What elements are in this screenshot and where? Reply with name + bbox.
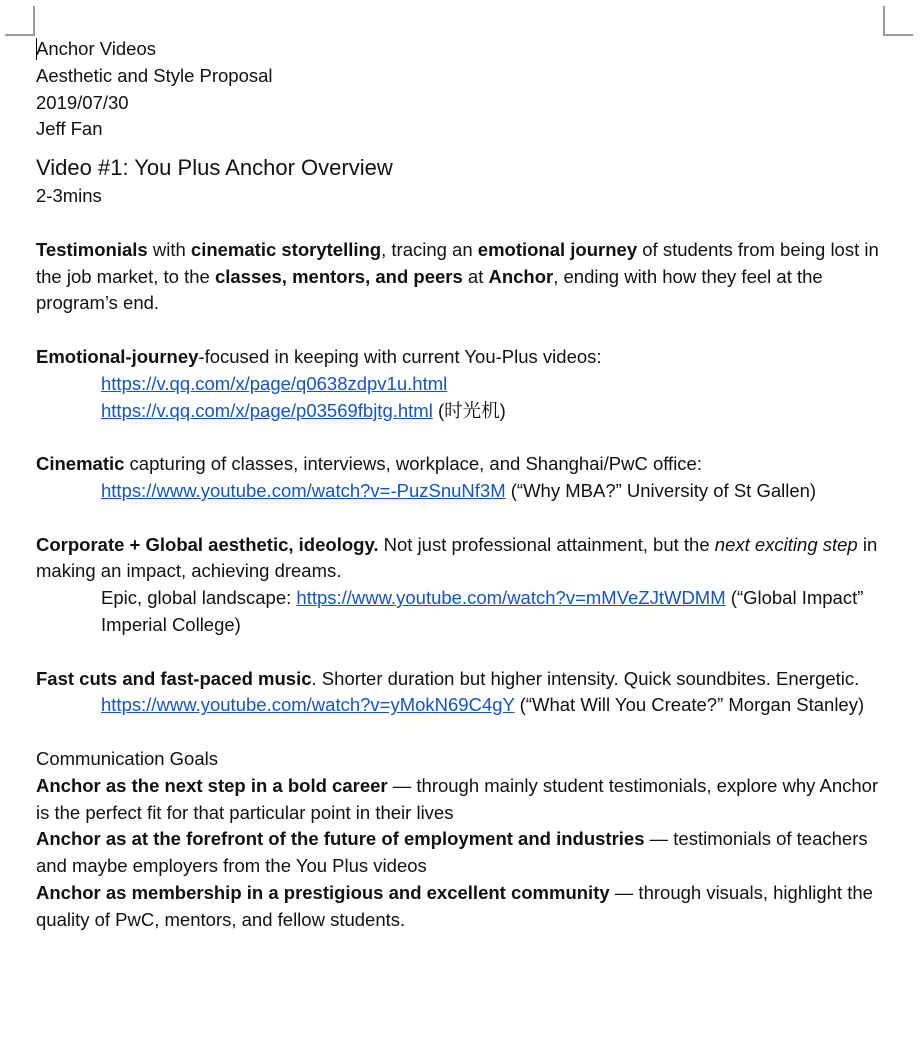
- italic-text: next exciting step: [714, 533, 858, 555]
- link-youtube-what-will-you-create[interactable]: https://www.youtube.com/watch?v=yMokN69C4gY: [101, 694, 515, 716]
- link-note: (“Global Impact” Imperial College): [101, 587, 864, 635]
- text: of students from being lost in the job market, to the: [36, 238, 879, 287]
- bold-text: cinematic storytelling: [190, 238, 382, 260]
- bold-text: emotional journey: [477, 238, 638, 260]
- bold-text: Anchor as at the forefront of the future of employment and industries: [36, 828, 645, 850]
- link-line: [36, 478, 882, 505]
- text: — through visuals, highlight the quality of PwC, mentors, and fellow students.: [36, 881, 873, 930]
- text: — through mainly student testimonials, explore why Anchor is the perfect fit for that particular point in their lives: [36, 774, 879, 823]
- text: . Shorter duration but higher intensity. Quick soundbites. Energetic.: [311, 667, 860, 689]
- link-line: [36, 692, 882, 719]
- bold-text: Fast cuts and fast-paced music: [36, 667, 312, 689]
- link-note: (“What Will You Create?” Morgan Stanley): [514, 694, 865, 716]
- link-youtube-why-mba[interactable]: https://www.youtube.com/watch?v=-PuzSnuNf3M: [101, 479, 506, 501]
- text: , tracing an: [381, 238, 478, 260]
- video-heading: Video #1: You Plus Anchor Overview: [36, 155, 393, 181]
- link-youtube-global-impact[interactable]: https://www.youtube.com/watch?v=mMVeZJtWDMM: [296, 587, 726, 609]
- crop-mark-left-vertical: [33, 6, 35, 36]
- goals-heading: Communication Goals: [36, 747, 218, 769]
- goal-item: [36, 880, 882, 934]
- text: — testimonials of teachers and maybe employers from the You Plus videos: [36, 828, 868, 877]
- doc-title: Anchor Videos: [36, 38, 156, 59]
- link-note: (时光机): [432, 399, 506, 421]
- paragraph-fast-cuts: [36, 666, 882, 693]
- video-duration: 2-3mins: [36, 185, 102, 207]
- bold-text: Anchor as the next step in a bold career: [36, 774, 388, 796]
- goal-item: [36, 773, 882, 827]
- text: capturing of classes, interviews, workplace, and Shanghai/PwC office:: [124, 453, 702, 475]
- bold-text: Cinematic: [36, 453, 125, 475]
- crop-mark-right-horizontal: [883, 34, 913, 36]
- doc-date: 2019/07/30: [36, 91, 129, 113]
- bold-text: classes, mentors, and peers: [214, 265, 463, 287]
- paragraph-emotional-journey: [36, 344, 882, 371]
- bold-text: Emotional-journey: [36, 345, 199, 367]
- text: Not just professional attainment, but the: [378, 533, 715, 555]
- link-note: (“Why MBA?” University of St Gallen): [505, 479, 817, 501]
- document-body[interactable]: [36, 36, 882, 934]
- link-line: [36, 371, 882, 398]
- paragraph-cinematic: [36, 451, 882, 478]
- crop-mark-left-horizontal: [5, 34, 35, 36]
- text: Epic, global landscape:: [101, 587, 297, 609]
- link-line: [36, 398, 882, 425]
- bold-text: Testimonials: [36, 238, 148, 260]
- link-qq-2[interactable]: https://v.qq.com/x/page/p03569fbjtg.html: [101, 399, 433, 421]
- link-qq-1[interactable]: https://v.qq.com/x/page/q0638zdpv1u.html: [101, 372, 448, 394]
- bold-text: Anchor: [488, 265, 554, 287]
- doc-subtitle: Aesthetic and Style Proposal: [36, 64, 273, 86]
- bold-text: Corporate + Global aesthetic, ideology.: [36, 533, 379, 555]
- text: -focused in keeping with current You-Plus videos:: [198, 345, 602, 367]
- doc-author: Jeff Fan: [36, 118, 103, 140]
- text: in making an impact, achieving dreams.: [36, 533, 878, 582]
- text: , ending with how they feel at the program’s end.: [36, 265, 823, 314]
- link-line: [36, 585, 882, 639]
- paragraph-testimonials: [36, 237, 882, 317]
- crop-mark-right-vertical: [883, 6, 885, 36]
- paragraph-corporate-global: [36, 532, 882, 586]
- goal-item: [36, 826, 882, 880]
- text: with: [147, 238, 191, 260]
- bold-text: Anchor as membership in a prestigious and excellent community: [36, 881, 610, 903]
- text: at: [462, 265, 489, 287]
